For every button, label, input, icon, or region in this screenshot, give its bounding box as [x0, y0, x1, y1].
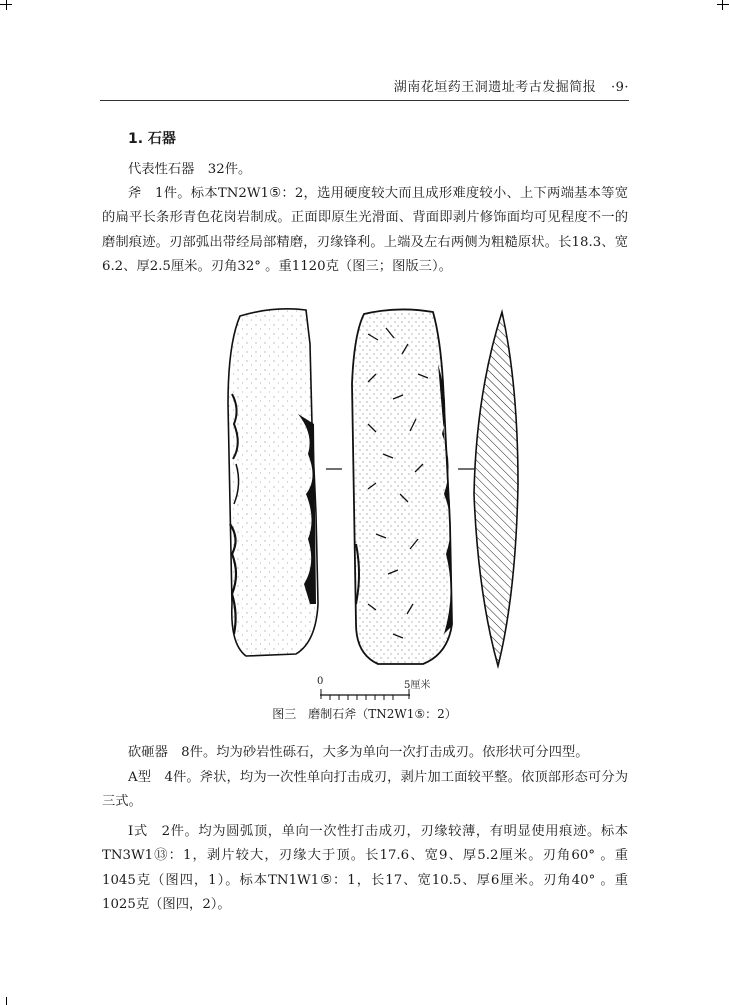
scale-bar	[320, 689, 410, 701]
paragraph-count: 代表性石器 32件。	[128, 162, 252, 177]
paragraph-axe: 斧 1件。标本TN2W1⑤：2，选用硬度较大而且成形难度较小、上下两端基本等宽的扁平长条形青色花岗岩制成。正面即原生光滑面、背面即剥片修饰面均可见程度不一的磨制痕迹。刃部弧出带经局部精磨，刃缘锋利。上端及左右两侧为粗糙原状。长18.3、宽6.2、厚2.5厘米。刃角32° 。重1120克（图三；图版三）。	[102, 186, 628, 274]
header-rule	[100, 100, 629, 101]
crop-mark-top-right-v	[722, 0, 723, 10]
crop-mark-top-left-v	[6, 0, 7, 10]
axe-back-view	[352, 309, 452, 664]
scale-label-zero: 0	[317, 676, 324, 687]
scale-label-five-cm: 5厘米	[404, 680, 431, 691]
axe-front-view	[228, 309, 318, 656]
running-title: 湖南花垣药王洞遗址考古发掘简报	[393, 80, 597, 95]
figure-caption: 图三 磨制石斧（TN2W1⑤：2）	[272, 707, 457, 721]
running-header	[394, 76, 629, 95]
crop-mark-top-right	[717, 4, 729, 5]
section-heading: 1. 石器	[128, 131, 176, 147]
stone-axe-drawing	[218, 304, 528, 674]
axe-side-profile	[474, 312, 518, 666]
paragraph-type-a: A型 4件。斧状，均为一次性单向打击成刃，剥片加工面较平整。依顶部形态可分为三式。	[102, 770, 628, 810]
page-number: ·9·	[610, 80, 629, 95]
paragraph-style-1: Ⅰ式 2件。均为圆弧顶，单向一次性打击成刃，刃缘较薄，有明显使用痕迹。标本TN3W1⑬：1，剥片较大，刃缘大于顶。长17.6、宽9、厚5.2厘米。刃角60° 。重1045克（图四，1）。标本TN1W1⑤：1，长17、宽10.5、厚6厘米。刃角40° 。重1025克（图四，2）。	[102, 824, 628, 912]
crop-mark-bottom-left	[6, 997, 7, 1005]
paragraph-chopper: 砍砸器 8件。均为砂岩性砾石，大多为单向一次打击成刃。依形状可分四型。	[128, 745, 589, 760]
